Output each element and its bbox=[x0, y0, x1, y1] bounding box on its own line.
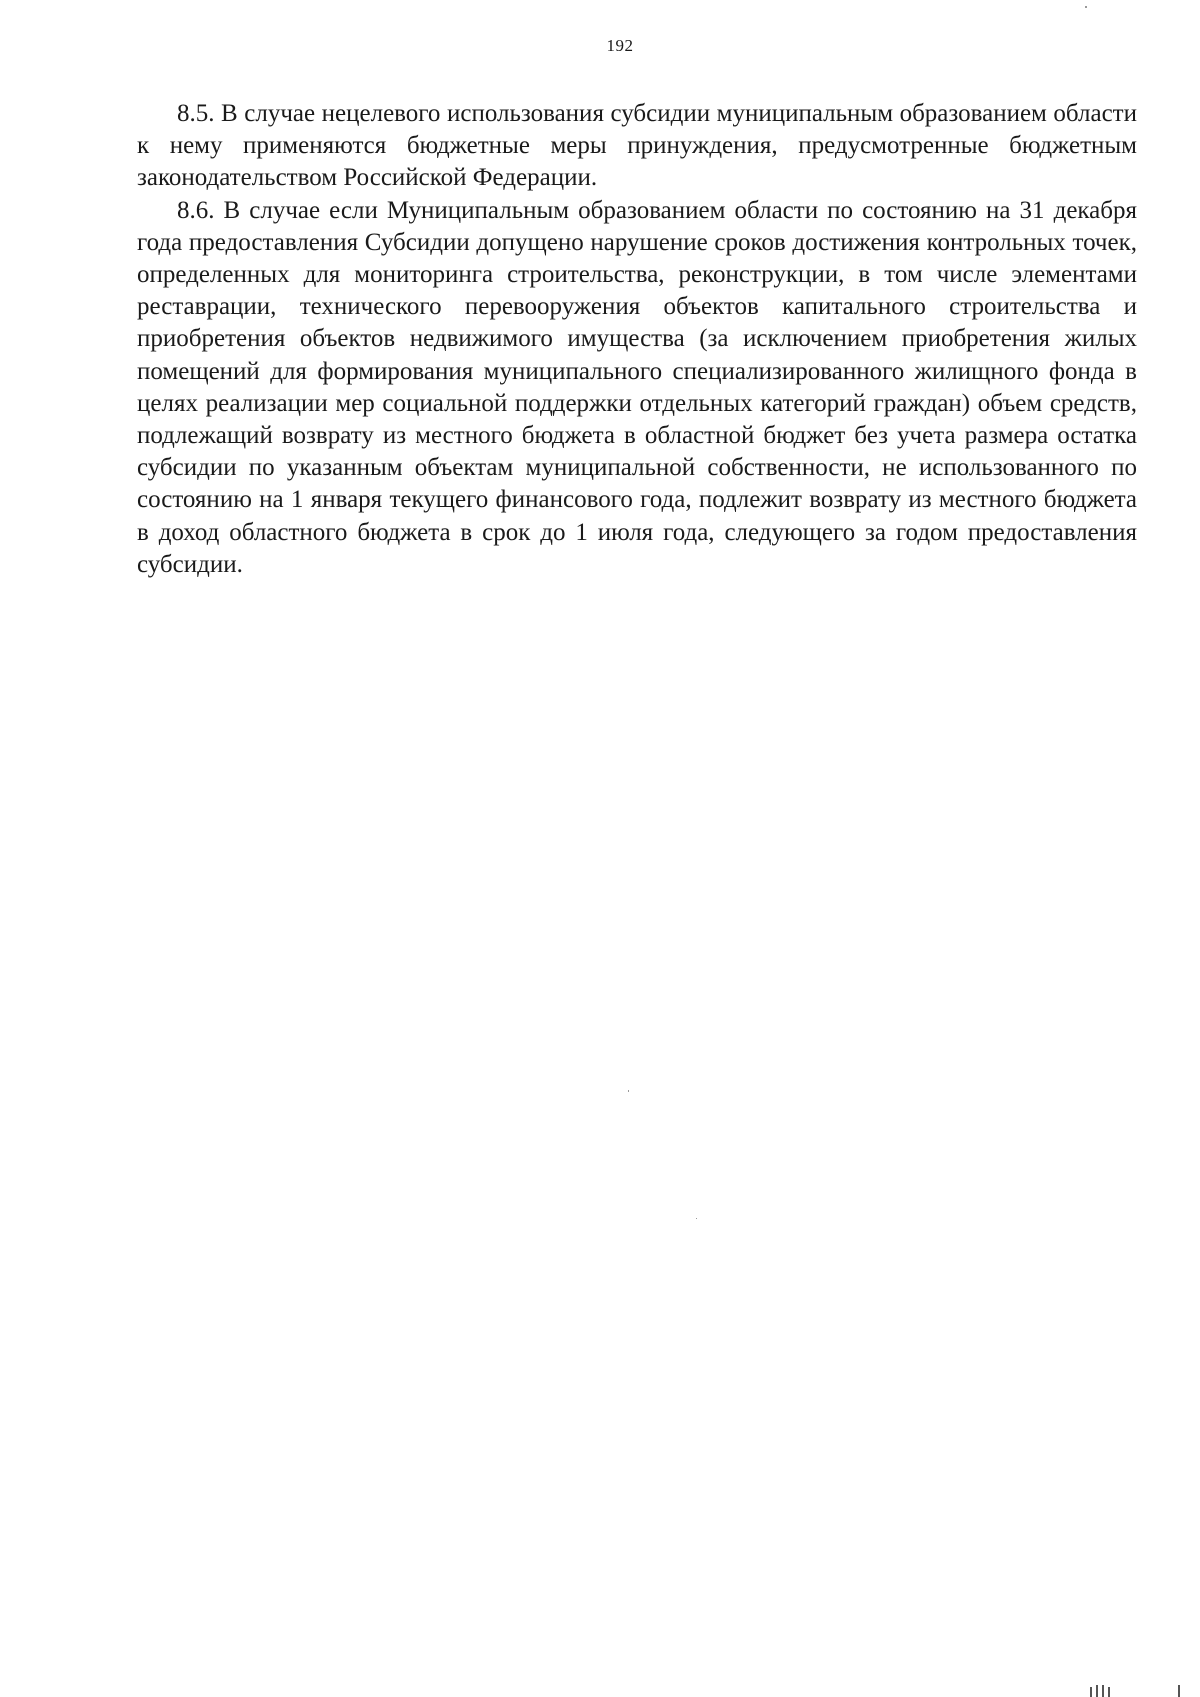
scan-mark bbox=[1102, 1685, 1104, 1697]
scan-mark bbox=[1178, 1685, 1180, 1697]
page-number: 192 bbox=[606, 36, 634, 55]
paragraph-8-5: 8.5. В случае нецелевого использования субсидии муниципальным образованием области к нему применяются бюджетные меры принуждения, предусмотренные бюджетным законодательством Российской Федерации. bbox=[137, 100, 1137, 192]
scan-mark bbox=[1096, 1685, 1098, 1697]
scan-speck bbox=[1085, 6, 1087, 8]
scan-edge-marks bbox=[1050, 1680, 1190, 1697]
scan-mark bbox=[1108, 1687, 1110, 1697]
scan-speck bbox=[696, 1218, 697, 1219]
scan-mark bbox=[1090, 1687, 1092, 1697]
paragraph-8-6: 8.6. В случае если Муниципальным образованием области по состоянию на 31 декабря года предоставления Субсидии допущено нарушение сроков достижения контрольных точек, определенных для мониторинга строительства, реконструкции, в том числе элементами реставрации, технического перевооружения объектов капитального строительства и приобретения объектов недвижимого имущества (за исключением приобретения жилых помещений для формирования муниципального специализированного жилищного фонда в целях реализации мер социальной поддержки отдельных категорий граждан) объем средств, подлежащий возврату из местного бюджета в областной бюджет без учета размера остатка субсидии по указанным объектам муниципальной собственности, не использованного по состоянию на 1 января текущего финансового года, подлежит возврату из местного бюджета в доход областного бюджета в срок до 1 июля года, следующего за годом предоставления субсидии. bbox=[137, 196, 1137, 578]
scan-speck bbox=[628, 1090, 629, 1092]
document-body bbox=[137, 98, 1137, 581]
